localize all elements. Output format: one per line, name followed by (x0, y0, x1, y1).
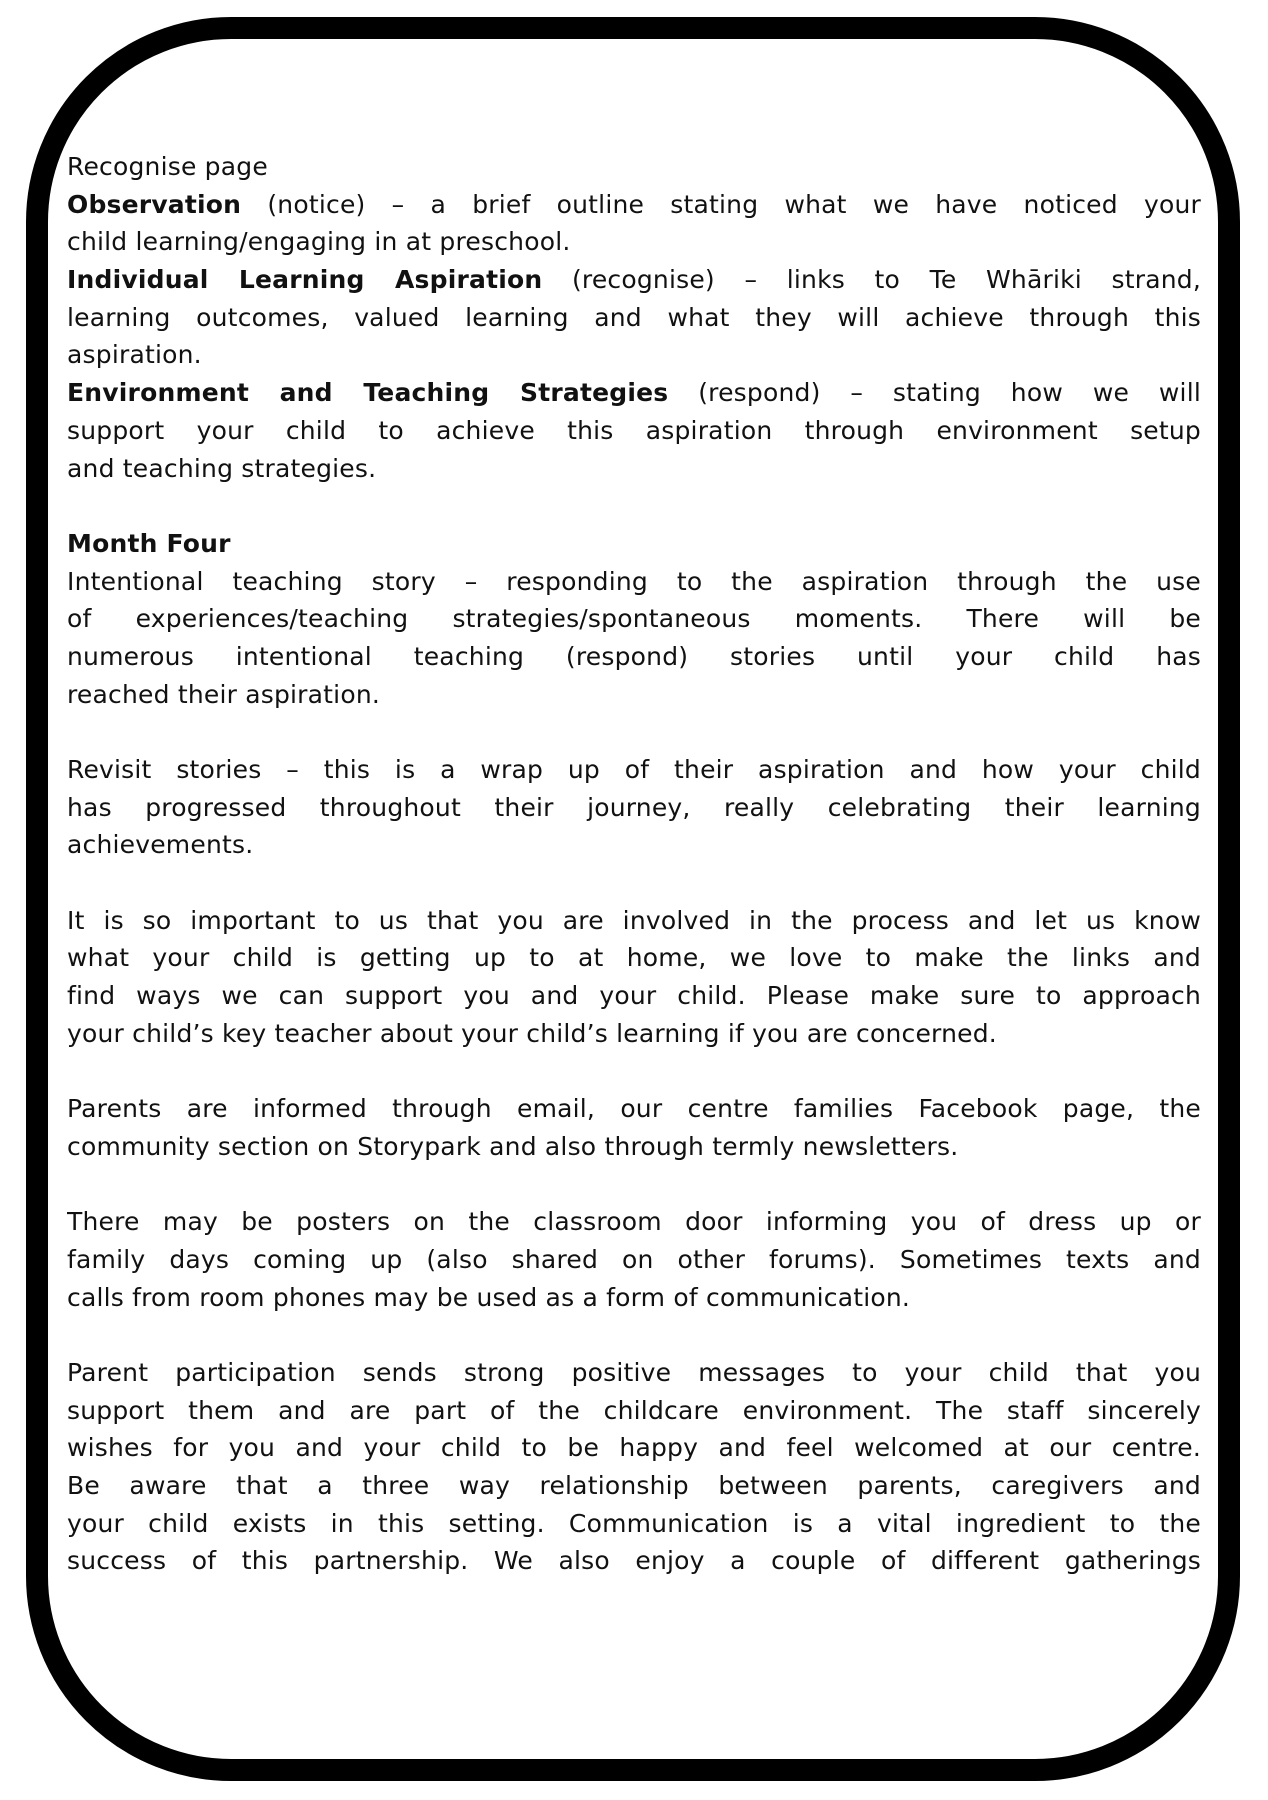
paragraph-line: calls from room phones may be used as a form of communication. (67, 1282, 911, 1312)
paragraph-line: numerous intentional teaching (respond) stories until your child has (67, 641, 1201, 671)
month-heading: Month Four (67, 528, 231, 558)
definition-strategies-line-2: support your child to achieve this aspiration through environment setup (67, 415, 1201, 445)
spacer (67, 1053, 1201, 1091)
paragraph-line: your child exists in this setting. Communication is a vital ingredient to the (67, 1508, 1201, 1538)
definition-observation-line-2: child learning/engaging in at preschool. (67, 227, 571, 257)
paragraph-line: support them and are part of the childcare environment. The staff sincerely (67, 1395, 1201, 1425)
paragraph-line: There may be posters on the classroom door informing you of dress up or (67, 1207, 1201, 1237)
paragraph-line: of experiences/teaching strategies/spontaneous moments. There will be (67, 604, 1201, 634)
intro-label: Recognise page (67, 152, 268, 181)
paragraph-line: reached their aspiration. (67, 679, 381, 709)
paragraph-line: community section on Storypark and also through termly newsletters. (67, 1131, 959, 1161)
paragraph-line: wishes for you and your child to be happy and feel welcomed at our centre. (67, 1433, 1201, 1463)
definition-term: Individual Learning Aspiration (67, 265, 543, 295)
spacer (67, 1316, 1201, 1354)
spacer (67, 487, 1201, 525)
definition-strategies-line-1 (67, 374, 1201, 412)
definition-aspiration-line-3: aspiration. (67, 340, 202, 370)
paragraph-line: family days coming up (also shared on other forums). Sometimes texts and (67, 1244, 1201, 1274)
paragraph-line: has progressed throughout their journey, really celebrating their learning (67, 792, 1201, 822)
spacer (67, 713, 1201, 751)
paragraph-line: Intentional teaching story – responding to the aspiration through the use (67, 566, 1201, 596)
paragraph-line: success of this partnership. We also enjoy a couple of different gatherings (67, 1546, 1201, 1576)
definition-strategies-line-3: and teaching strategies. (67, 453, 377, 483)
paragraph-line: Revisit stories – this is a wrap up of their aspiration and how your child (67, 755, 1201, 784)
definition-text: (respond) – stating how we will (668, 378, 1201, 408)
paragraph-line: Be aware that a three way relationship between parents, caregivers and (67, 1471, 1201, 1501)
definition-term: Observation (67, 189, 242, 219)
paragraph-line: Parent participation sends strong positive messages to your child that you (67, 1358, 1201, 1387)
definition-aspiration-line-2: learning outcomes, valued learning and what they will achieve through this (67, 302, 1201, 332)
paragraph-line: Parents are informed through email, our centre families Facebook page, the (67, 1094, 1201, 1124)
definition-text: (notice) – a brief outline stating what we have noticed your (241, 189, 1201, 219)
paragraph-line: achievements. (67, 830, 254, 860)
definition-text: (recognise) – links to Te Whāriki strand, (542, 265, 1201, 295)
paragraph-line: It is so important to us that you are involved in the process and let us know (67, 905, 1201, 935)
paragraph-line: your child’s key teacher about your child’s learning if you are concerned. (67, 1018, 997, 1048)
paragraph-line: find ways we can support you and your child. Please make sure to approach (67, 981, 1201, 1011)
definition-aspiration-line-1 (67, 261, 1201, 299)
definition-term: Environment and Teaching Strategies (67, 378, 669, 408)
document-body (67, 148, 1201, 1580)
definition-observation-line-1 (67, 186, 1201, 224)
spacer (67, 1166, 1201, 1204)
paragraph-line: what your child is getting up to at home, we love to make the links and (67, 943, 1201, 973)
spacer (67, 864, 1201, 902)
